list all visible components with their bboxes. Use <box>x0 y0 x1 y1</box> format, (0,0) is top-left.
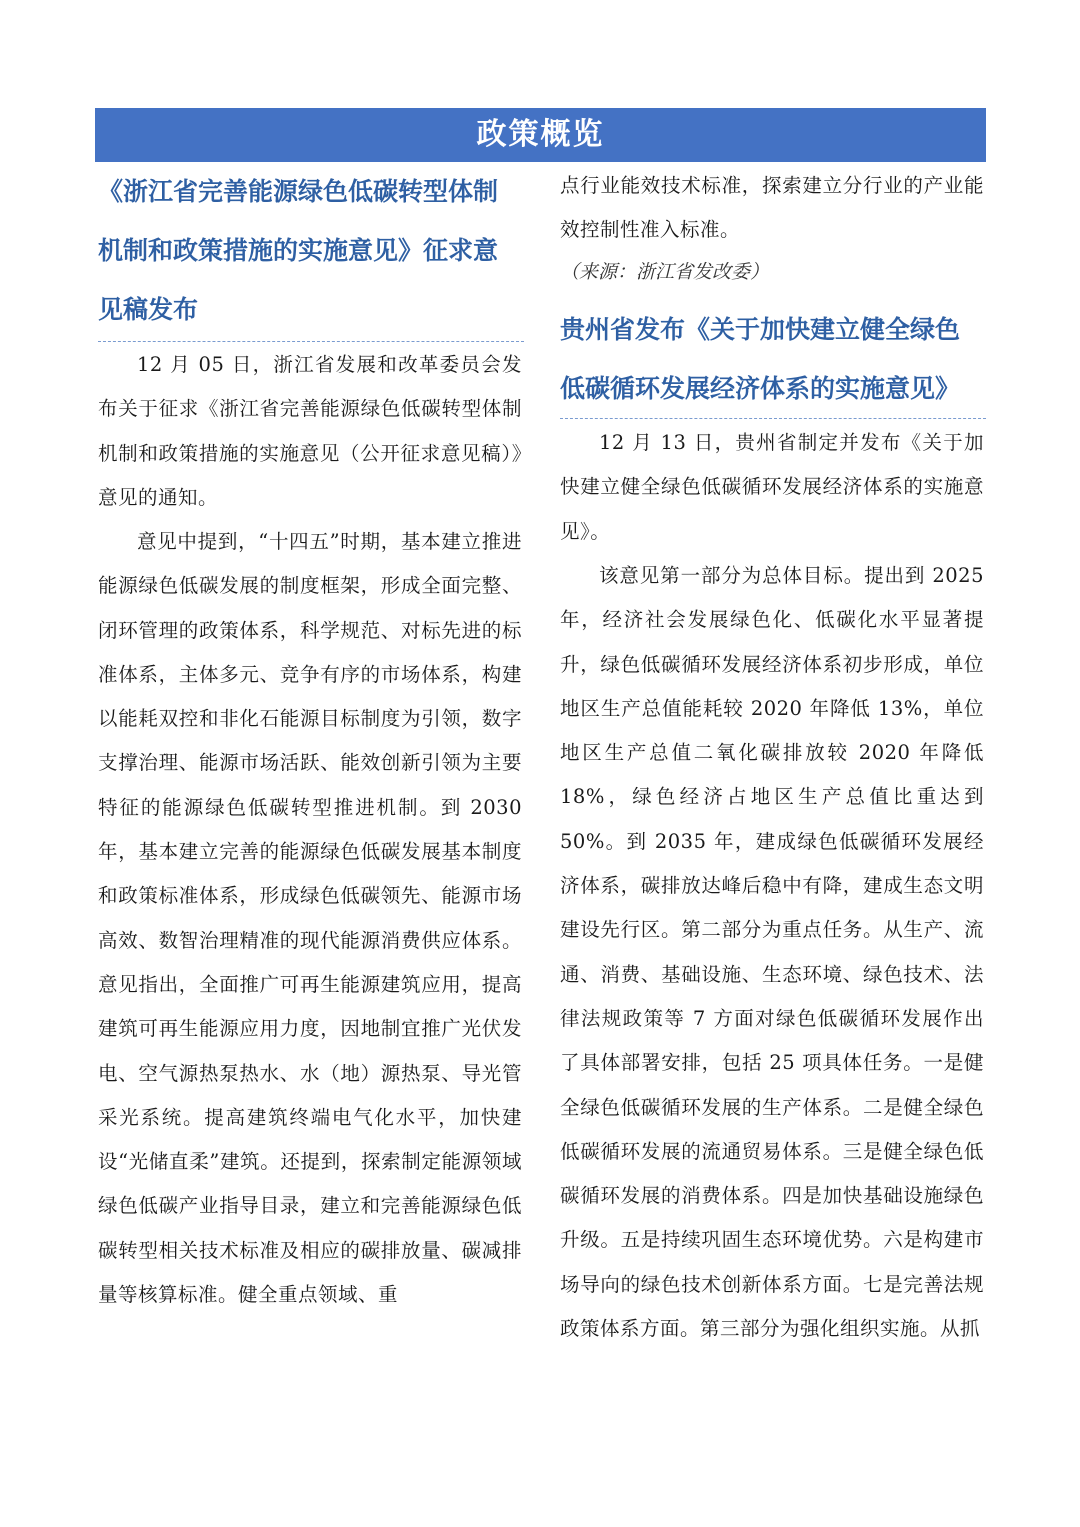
article-1-title: 《浙江省完善能源绿色低碳转型体制机制和政策措施的实施意见》征求意见稿发布 <box>98 177 499 324</box>
section-header-banner: 政策概览 <box>95 108 986 162</box>
title-divider <box>560 418 986 419</box>
article-1-continuation: 点行业能效技术标准，探索建立分行业的产业能效控制性准入标准。 <box>560 174 984 242</box>
title-divider <box>98 341 524 342</box>
article-1-source: （来源：浙江省发改委） <box>560 261 770 283</box>
article-1-paragraph-2: 意见中提到，“十四五”时期，基本建立推进能源绿色低碳发展的制度框架，形成全面完整、闭环管理的政策体系，科学规范、对标先进的标准体系，主体多元、竞争有序的市场体系，构建以能耗双控和非化石能源目标制度为引领，数字支撑治理、能源市场活跃、能效创新引领为主要特征的能源绿色低碳转型推进机制。到 2030 年，基本建立完善的能源绿色低碳发展基本制度和政策标准体系，形成绿色低碳领先、能源市场高效、数智治理精准的现代能源消费供应体系。意见指出，全面推广可再生能源建筑应用，提高建筑可再生能源应用力度，因地制宜推广光伏发电、空气源热泵热水、水（地）源热泵、导光管采光系统。提高建筑终端电气化水平，加快建设“光储直柔”建筑。还提到，探索制定能源领域绿色低碳产业指导目录，建立和完善能源绿色低碳转型相关技术标准及相应的碳排放量、碳减排量等核算标准。健全重点领域、重 <box>98 530 522 1307</box>
article-2-title: 贵州省发布《关于加快建立健全绿色低碳循环发展经济体系的实施意见》 <box>560 315 961 403</box>
article-2-paragraph-2: 该意见第一部分为总体目标。提出到 2025 年，经济社会发展绿色化、低碳化水平显著提升，绿色低碳循环发展经济体系初步形成，单位地区生产总值能耗较 2020 年降低 13%，单位地区生产总值二氧化碳排放较 2020 年降低 18%，绿色经济占地区生产总值比重达到 50%。到 2035 年，建成绿色低碳循环发展经济体系，碳排放达峰后稳中有降，建成生态文明建设先行区。第二部分为重点任务。从生产、流通、消费、基础设施、生态环境、绿色技术、法律法规政策等 7 方面对绿色低碳循环发展作出了具体部署安排，包括 25 项具体任务。一是健全绿色低碳循环发展的生产体系。二是健全绿色低碳循环发展的流通贸易体系。三是健全绿色低碳循环发展的消费体系。四是加快基础设施绿色升级。五是持续巩固生态环境优势。六是构建市场导向的绿色技术创新体系方面。七是完善法规政策体系方面。第三部分为强化组织实施。从抓 <box>560 564 984 1341</box>
article-1-paragraph-1: 12 月 05 日，浙江省发展和改革委员会发布关于征求《浙江省完善能源绿色低碳转型体制机制和政策措施的实施意见（公开征求意见稿）》意见的通知。 <box>98 353 522 509</box>
article-2-paragraph-1: 12 月 13 日，贵州省制定并发布《关于加快建立健全绿色低碳循环发展经济体系的实施意见》。 <box>560 431 984 543</box>
